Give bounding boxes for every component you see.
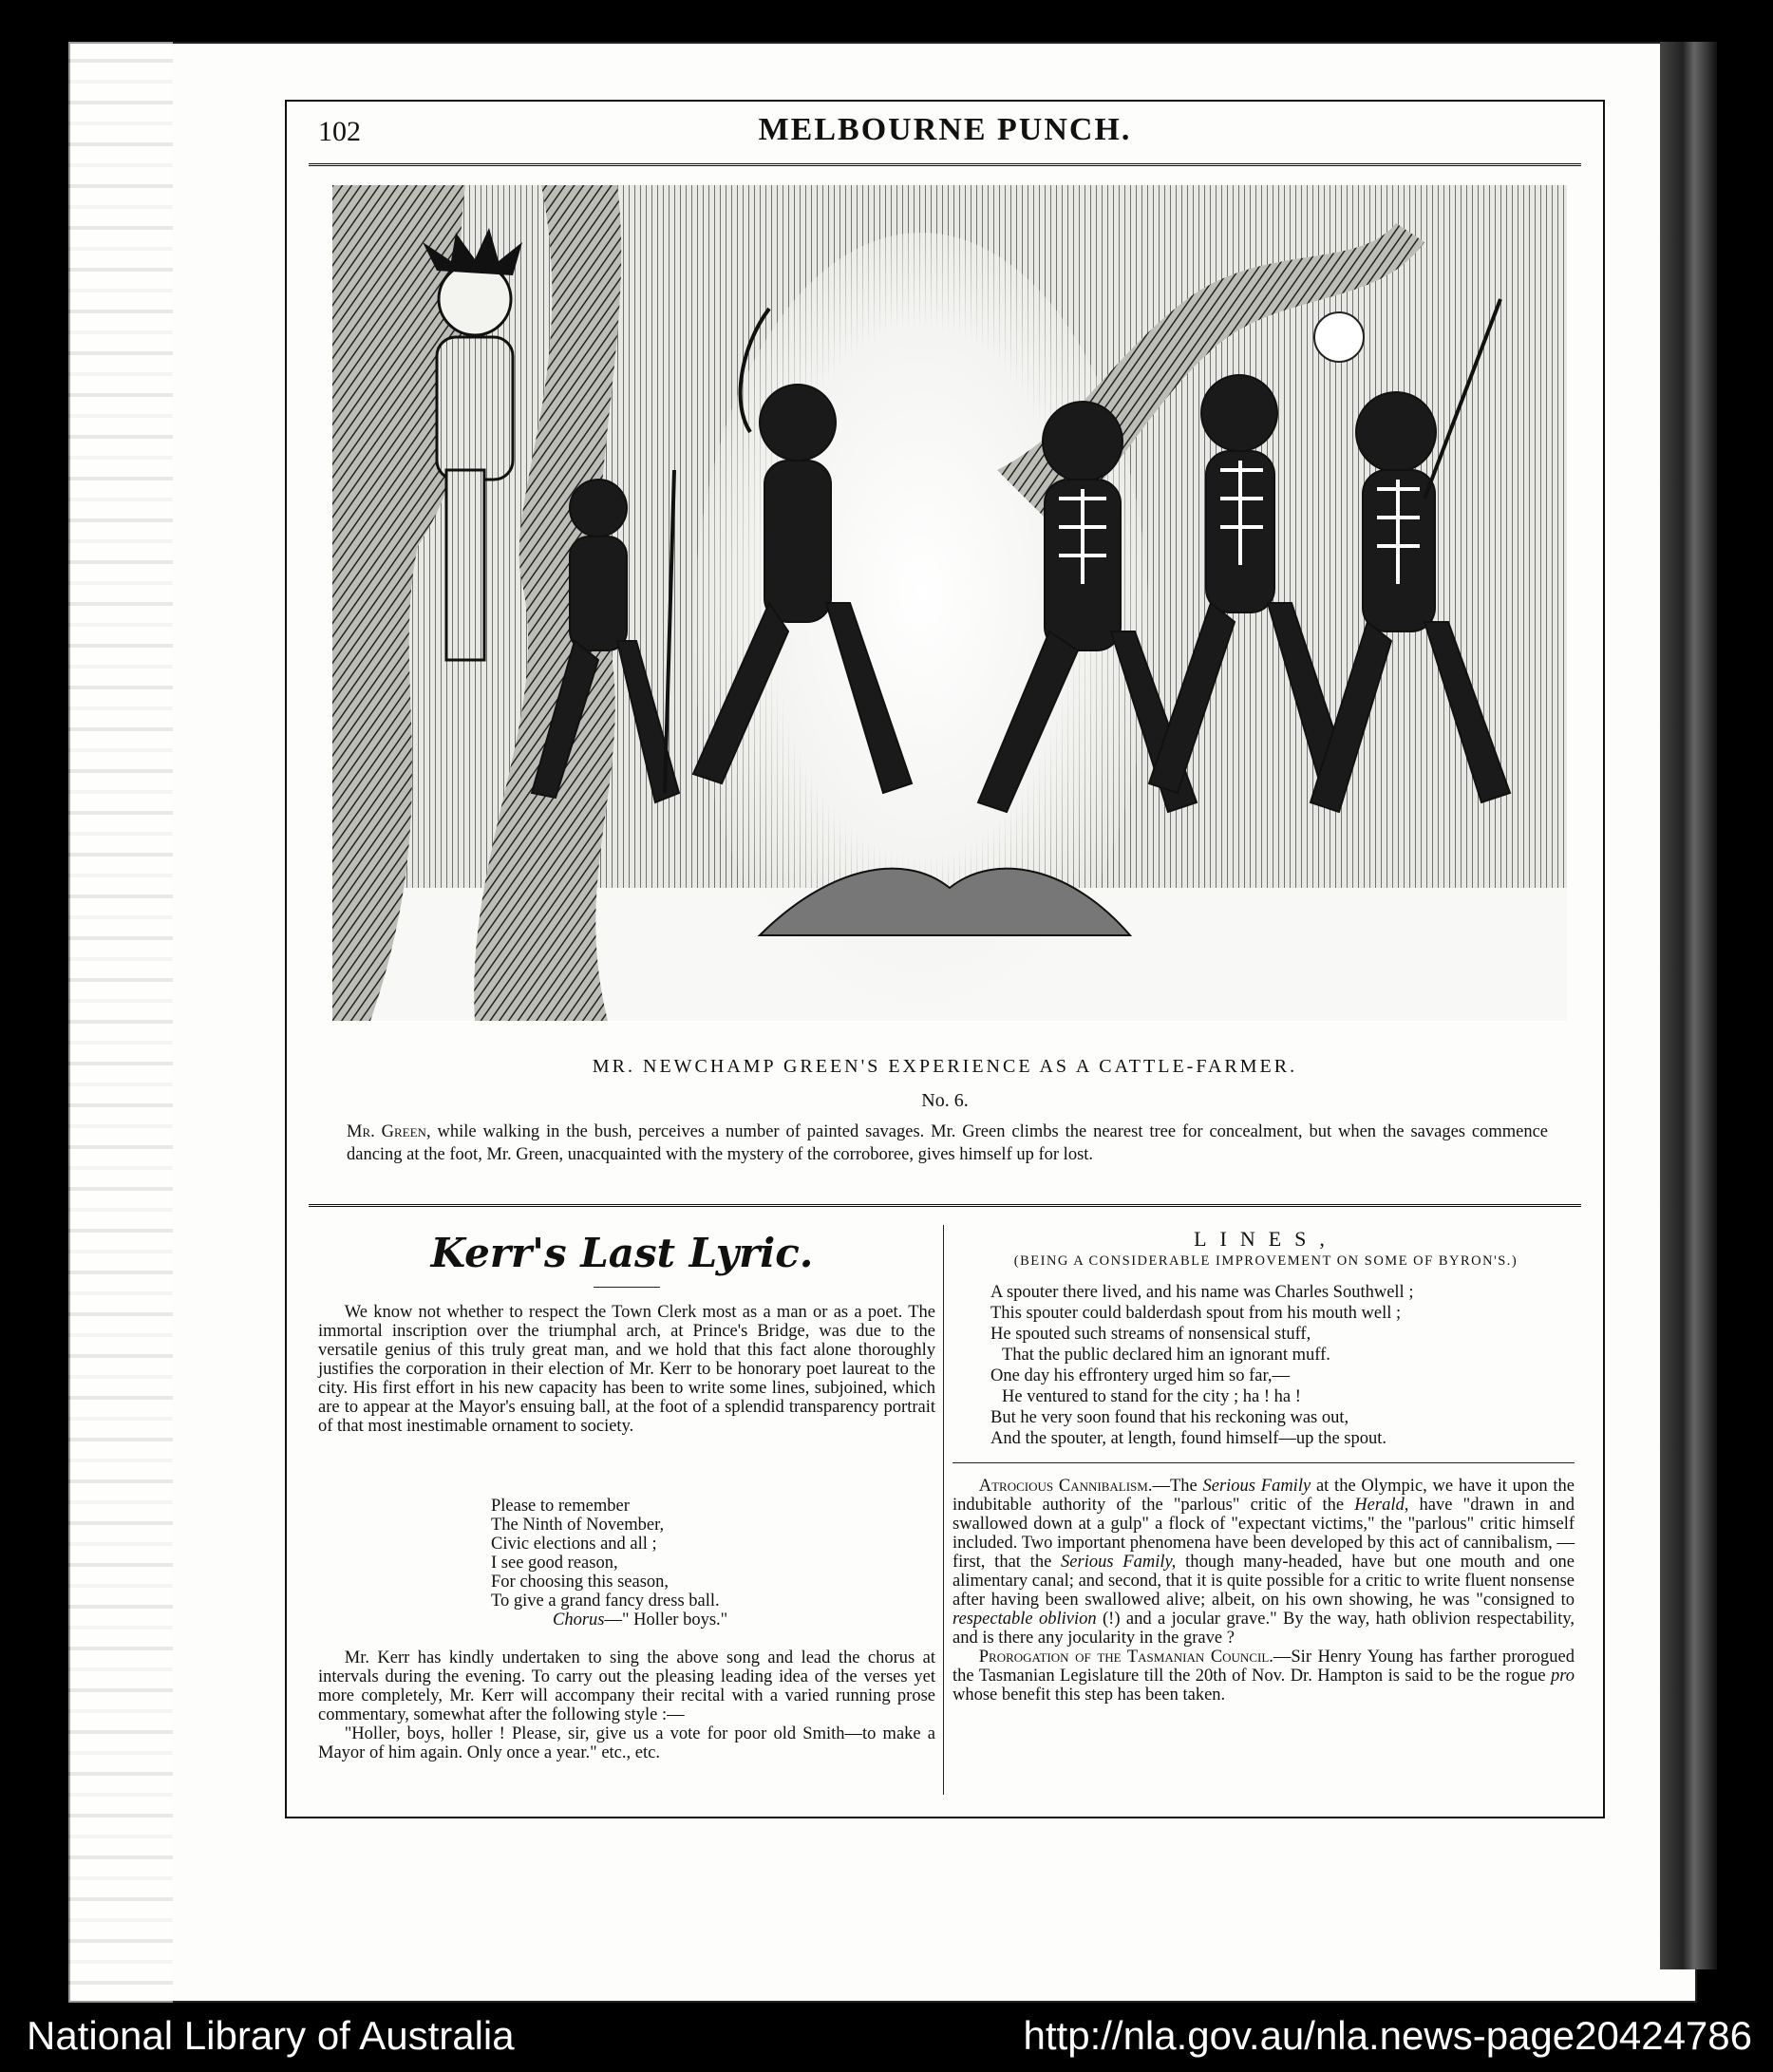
- column-rule: [943, 1225, 944, 1795]
- news-text: , have "drawn in and swallowed down at a gulp" a flock of "expectant victims," the "parlous" critic himself included. Two important phenomena have been developed by this act of cannibalism, —first, that the: [953, 1496, 1575, 1572]
- lyric-commentary: [318, 1648, 935, 1762]
- news-item-cannibalism: [953, 1477, 1575, 1648]
- commentary-quote: "Holler, boys, holler ! Please, sir, give us a vote for poor old Smith—to make a Mayor of him again. Only once a year." etc., etc.: [318, 1724, 935, 1762]
- book-edge: [1660, 42, 1717, 1969]
- news-text: though many-headed, have but one mouth and one alimentary canal; and second, that it is quite possible for a critic to write fluent nonsense after having been swallowed alive; albeit, on his own showing, he was "consigned to: [953, 1553, 1575, 1610]
- footer-url: http://nla.gov.au/nla.news-page20424786: [1023, 2013, 1752, 2058]
- news-item-heading: Atrocious Cannibalism.: [978, 1477, 1153, 1496]
- poem-line: And the spouter, at length, found himself—up the spout.: [990, 1429, 1386, 1448]
- footer-bar: [0, 2004, 1773, 2072]
- footer-source: National Library of Australia: [27, 2013, 515, 2058]
- news-item-heading: Prorogation of the Tasmanian Council.: [978, 1648, 1273, 1667]
- verse-line: I see good reason,: [491, 1554, 618, 1573]
- cartoon-caption: [347, 1121, 1548, 1166]
- masthead-title: MELBOURNE PUNCH.: [758, 112, 1132, 147]
- verse-line: To give a grand fancy dress ball.: [491, 1592, 720, 1611]
- poem-line: But he very soon found that his reckoning was out,: [990, 1408, 1349, 1427]
- masthead: [318, 112, 1572, 160]
- moon: [1314, 312, 1364, 362]
- poem-line: That the public declared him an ignorant muff.: [1002, 1346, 1330, 1365]
- chorus-text: —" Holler boys.": [604, 1611, 728, 1629]
- lines-subtitle: (BEING A CONSIDERABLE IMPROVEMENT ON SOME OF BYRON'S.): [1013, 1253, 1518, 1269]
- lyric-title-rule: [594, 1287, 660, 1288]
- cartoon-illustration: [332, 185, 1567, 1021]
- news-text: —The: [1152, 1477, 1203, 1496]
- right-column-divider: [953, 1462, 1575, 1463]
- lyric-intro: We know not whether to respect the Town Clerk most as a man or as a poet. The immortal inscription over the triumphal arch, at Prince's Bridge, was due to the versatile genius of this truly great man, and we hold that this fact alone thoroughly justifies the corporation in their election of Mr. Kerr to be honorary poet laureat to the city. His first effort in his new capacity has been to write some lines, subjoined, which are to appear at the Mayor's ensuing ball, at the foot of a splendid transparency portrait of that most inestimable ornament to society.: [318, 1303, 935, 1436]
- caption-body: while walking in the bush, perceives a number of painted savages. Mr. Green climbs the nearest tree for concealment, but when the savages commence dancing at the foot, Mr. Green, unacquainted with the mystery of the corroboree, gives himself up for lost.: [347, 1122, 1548, 1164]
- verse-line: Civic elections and all ;: [491, 1535, 657, 1554]
- cartoon-number: No. 6.: [921, 1090, 969, 1111]
- cartoon-title: MR. NEWCHAMP GREEN'S EXPERIENCE AS A CATTLE-FARMER.: [592, 1056, 1298, 1077]
- lyric-verse: [491, 1497, 928, 1629]
- chorus-label: Chorus: [553, 1611, 605, 1629]
- verse-line: For choosing this season,: [491, 1573, 670, 1592]
- section-rule: [309, 1204, 1581, 1207]
- poem-line: One day his effrontery urged him so far,—: [990, 1366, 1291, 1385]
- news-text: at the Olympic, we have it upon the indubitable authority of the "parlous" critic of the: [953, 1477, 1575, 1515]
- poem-line: A spouter there lived, and his name was Charles Southwell ;: [990, 1283, 1414, 1302]
- news-items: [953, 1477, 1575, 1705]
- news-text: whose benefit this step has been taken.: [953, 1686, 1226, 1705]
- lines-poem: [990, 1282, 1570, 1449]
- news-text: (!) and a jocular grave." By the way, hath oblivion respectability, and is there any jocularity in the grave ?: [953, 1610, 1575, 1648]
- news-italic: Serious Family,: [1061, 1553, 1177, 1572]
- chorus-line: [491, 1611, 928, 1629]
- news-italic: Serious Family: [1202, 1477, 1311, 1496]
- caption-lead: Mr. Green,: [347, 1122, 431, 1141]
- poem-line: He spouted such streams of nonsensical stuff,: [990, 1325, 1311, 1344]
- lines-title: LINES,: [1194, 1227, 1338, 1251]
- page-number: 102: [318, 116, 361, 147]
- verse-line: Please to remember: [491, 1497, 630, 1516]
- poem-line: This spouter could balderdash spout from his mouth well ;: [990, 1304, 1402, 1323]
- masthead-rule: [309, 163, 1581, 166]
- news-italic: pro: [1550, 1667, 1575, 1686]
- news-item-prorogation: [953, 1648, 1575, 1705]
- news-text: —Sir Henry Young has farther prorogued the Tasmanian Legislature till the 20th of Nov. Dr. Hampton is said to be the rogue: [953, 1648, 1575, 1686]
- lyric-title: Kerr's Last Lyric.: [430, 1230, 814, 1276]
- binding-gutter: [68, 42, 173, 2003]
- news-italic: respectable oblivion: [953, 1610, 1097, 1629]
- commentary-paragraph: Mr. Kerr has kindly undertaken to sing the above song and lead the chorus at intervals during the evening. To carry out the pleasing leading idea of the verses yet more completely, Mr. Kerr will accompany their recital with a varied running prose commentary, somewhat after the following style :—: [318, 1648, 935, 1724]
- verse-line: The Ninth of November,: [491, 1516, 665, 1535]
- poem-line: He ventured to stand for the city ; ha ! ha !: [1002, 1387, 1301, 1406]
- news-italic: Herald: [1354, 1496, 1405, 1515]
